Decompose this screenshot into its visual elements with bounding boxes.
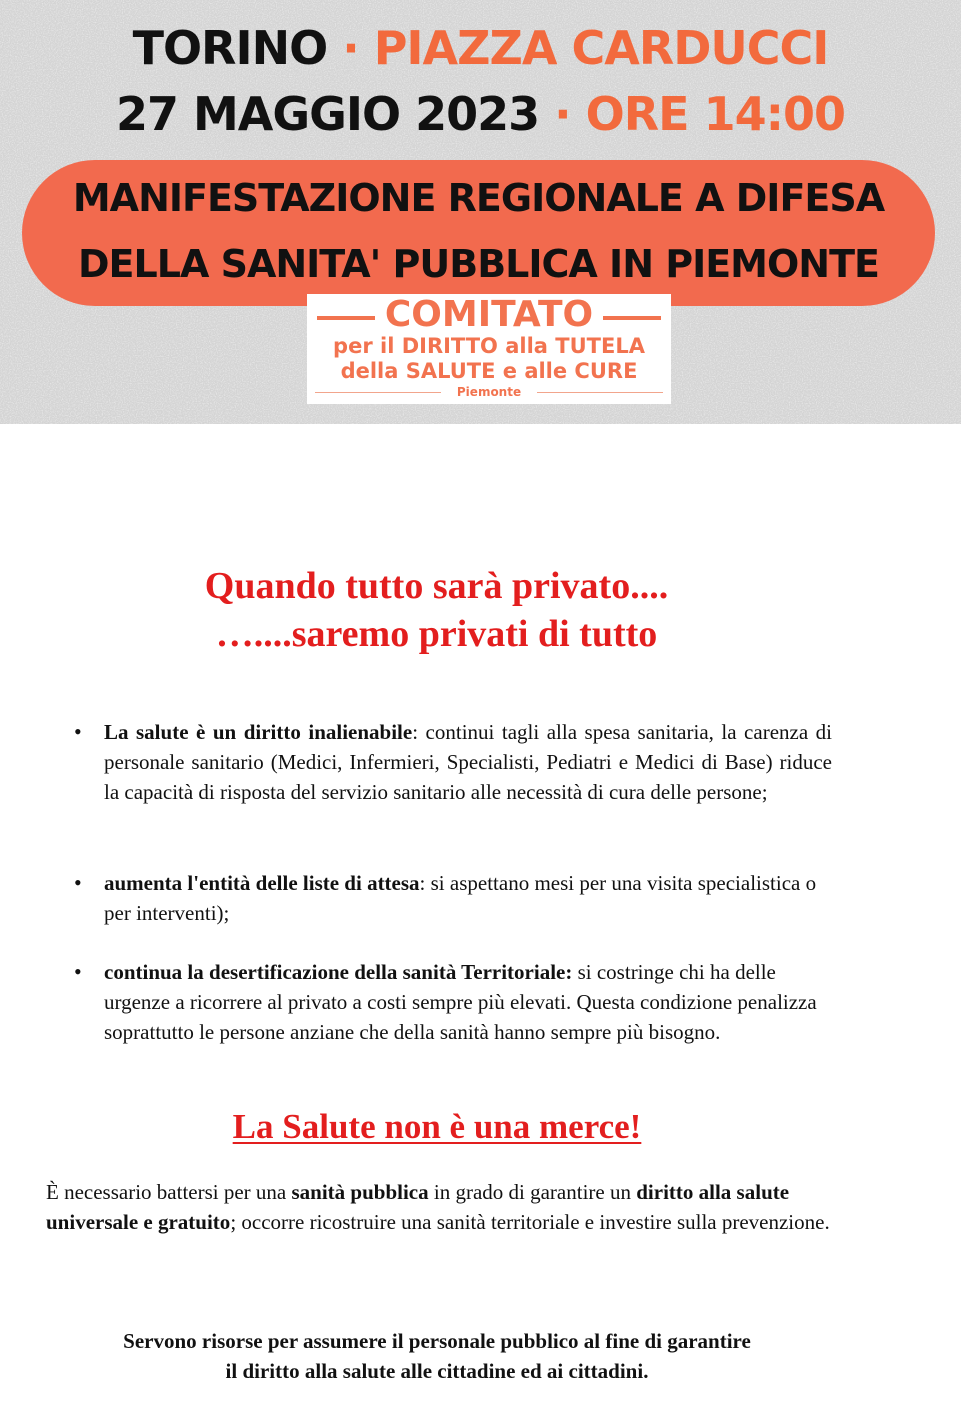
headline-separator: · [539, 87, 586, 141]
list-item-text: : continui tagli alla spesa sanitaria, la carenza di personale sanitario (Medici, Infermieri, Specialisti, Pediatri e Medici di Base) riduce la capacità di risposta del servizio sanitario alle necessità di cura delle persone; [104, 720, 832, 804]
closing-line-1: Servono risorse per assumere il personale pubblico al fine di garantire [123, 1329, 751, 1353]
committee-logo [307, 294, 671, 404]
closing-statement [0, 1326, 874, 1386]
paragraph-text: in grado di garantire un [428, 1180, 637, 1204]
slogan-line-2: …....saremo privati di tutto [215, 613, 658, 655]
event-title-pill [22, 160, 935, 306]
list-item [74, 868, 832, 928]
headline-location [0, 20, 961, 76]
list-item-text: si costringe chi ha delle urgenze a ricorrere al privato a costi sempre più elevati. Questa condizione penalizza soprattutto le persone anziane che della sanità hanno sempre più bisogno. [104, 960, 817, 1044]
logo-subtitle-1: per il DIRITTO alla TUTELA [333, 334, 645, 358]
headline-datetime [0, 86, 961, 142]
logo-title: COMITATO [384, 294, 594, 335]
list-item-bold: La salute è un diritto inalienabile [104, 720, 413, 744]
logo-region: Piemonte [456, 385, 522, 399]
paragraph-bold: diritto alla salute universale e gratuito [46, 1180, 790, 1234]
event-banner [0, 0, 961, 424]
headline-city: TORINO [132, 21, 328, 75]
event-title-line-2: DELLA SANITA' PUBBLICA IN PIEMONTE [78, 242, 879, 286]
closing-line-2: il diritto alla salute alle cittadine ed ai cittadini. [225, 1359, 649, 1383]
slogan-line-1: Quando tutto sarà privato.... [204, 565, 669, 607]
list-item [74, 717, 832, 807]
list-item [74, 957, 832, 1047]
paragraph-text: ; occorre ricostruire una sanità territoriale e investire sulla prevenzione. [230, 1210, 830, 1234]
body-paragraph [46, 1177, 866, 1237]
list-item-text: : si aspettano mesi per una visita specialistica o per interventi); [104, 871, 817, 925]
bullet-icon: • [74, 959, 82, 984]
headline-place: PIAZZA CARDUCCI [373, 21, 829, 75]
bullet-icon: • [74, 870, 82, 895]
headline-date: 27 MAGGIO 2023 [115, 87, 540, 141]
headline-time: ORE 14:00 [585, 87, 846, 141]
paragraph-text: È necessario battersi per una [46, 1180, 292, 1204]
logo-subtitle-2: della SALUTE e alle CURE [340, 359, 638, 383]
bullet-icon: • [74, 719, 82, 744]
list-item-bold: continua la desertificazione della sanità Territoriale: [104, 960, 573, 984]
headline-separator: · [327, 21, 374, 75]
subheading: La Salute non è una merce! [232, 1107, 642, 1146]
paragraph-bold: sanità pubblica [291, 1180, 429, 1204]
event-title-line-1: MANIFESTAZIONE REGIONALE A DIFESA [72, 176, 885, 220]
list-item-bold: aumenta l'entità delle liste di attesa [104, 871, 420, 895]
